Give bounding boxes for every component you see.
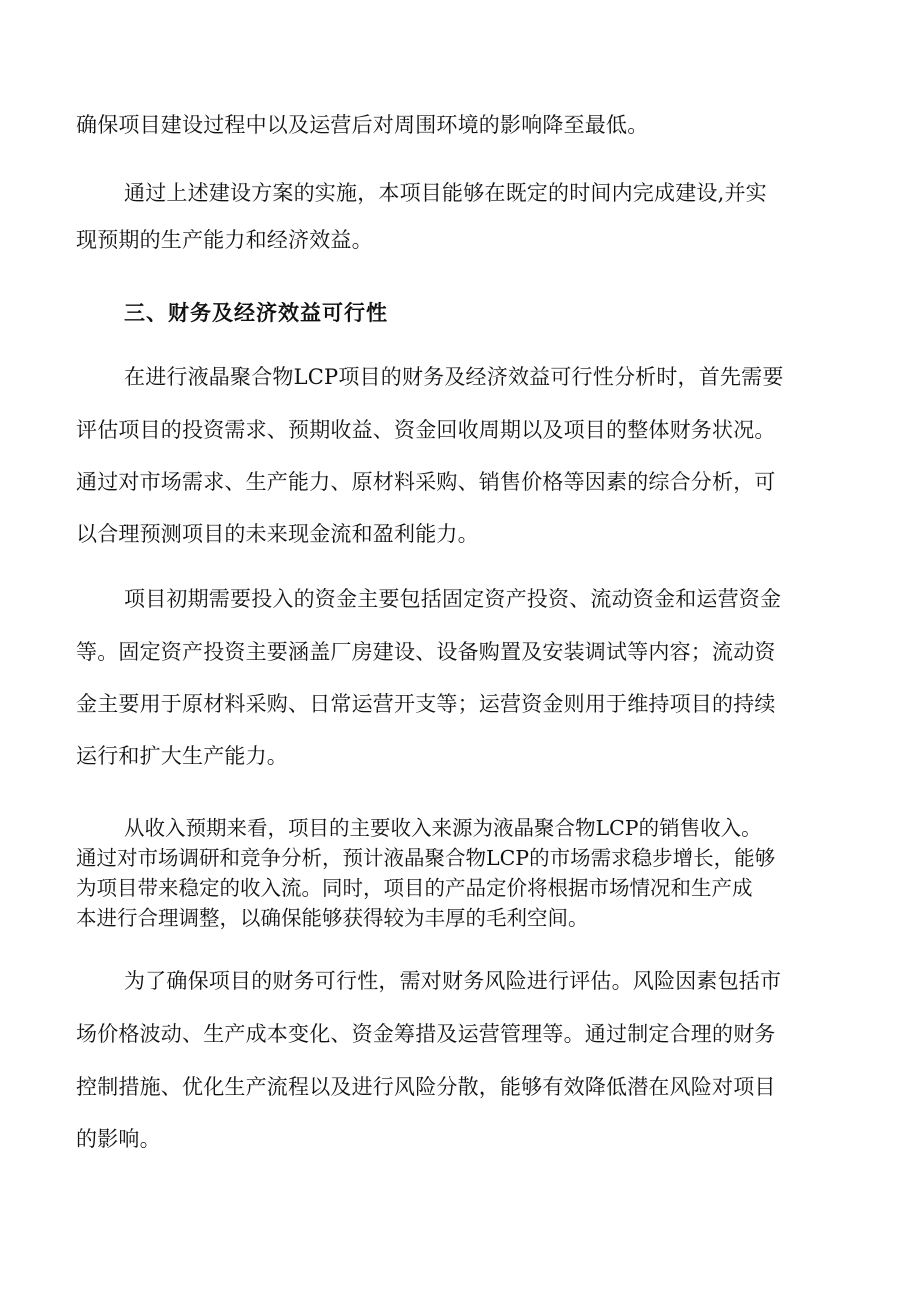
paragraph-line: 现预期的生产能力和经济效益。: [76, 228, 373, 252]
paragraph-line: 从收入预期来看，项目的主要收入来源为液晶聚合物LCP的销售收入。: [124, 816, 762, 840]
paragraph-line: 场价格波动、生产成本变化、资金筹措及运营管理等。通过制定合理的财务: [76, 1022, 776, 1046]
paragraph-line: 评估项目的投资需求、预期收益、资金回收周期以及项目的整体财务状况。: [76, 418, 776, 442]
paragraph-line: 项目初期需要投入的资金主要包括固定资产投资、流动资金和运营资金: [124, 587, 782, 611]
paragraph-line: 为了确保项目的财务可行性，需对财务风险进行评估。风险因素包括市: [124, 969, 782, 993]
paragraph-line: 确保项目建设过程中以及运营后对周围环境的影响降至最低。: [76, 113, 649, 137]
paragraph-line: 运行和扩大生产能力。: [76, 744, 288, 768]
section-heading: 三、财务及经济效益可行性: [124, 300, 388, 325]
paragraph-line: 为项目带来稳定的收入流。同时，项目的产品定价将根据市场情况和生产成: [76, 876, 753, 900]
paragraph-line: 金主要用于原材料采购、日常运营开支等；运营资金则用于维持项目的持续: [76, 692, 776, 716]
paragraph-line: 在进行液晶聚合物LCP项目的财务及经济效益可行性分析时，首先需要: [124, 365, 784, 389]
paragraph-line: 通过上述建设方案的实施，本项目能够在既定的时间内完成建设,并实: [124, 181, 767, 205]
paragraph-line: 通过对市场调研和竞争分析，预计液晶聚合物LCP的市场需求稳步增长，能够: [76, 846, 776, 870]
paragraph-line: 通过对市场需求、生产能力、原材料采购、销售价格等因素的综合分析，可: [76, 470, 776, 494]
paragraph-line: 以合理预测项目的未来现金流和盈利能力。: [76, 522, 479, 546]
paragraph-line: 等。固定资产投资主要涵盖厂房建设、设备购置及安装调试等内容；流动资: [76, 640, 776, 664]
paragraph-line: 本进行合理调整，以确保能够获得较为丰厚的毛利空间。: [76, 906, 589, 930]
paragraph-line: 控制措施、优化生产流程以及进行风险分散，能够有效降低潜在风险对项目: [76, 1075, 776, 1099]
paragraph-line: 的影响。: [76, 1127, 161, 1151]
